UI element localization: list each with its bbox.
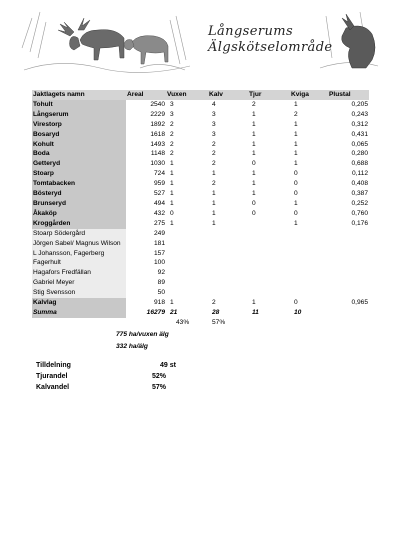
cell-areal: 494 (153, 199, 165, 207)
cell-tjur: 2 (252, 100, 256, 108)
cell-kalv: 1 (212, 209, 216, 217)
cell-vuxen: 1 (170, 190, 174, 198)
cell-areal: 527 (153, 190, 165, 198)
cell-kalv (208, 288, 248, 298)
cell-kviga: 0 (294, 190, 298, 198)
cell-vuxen: 2 (170, 130, 174, 138)
cell-name: Kohult (32, 140, 126, 150)
cell-kviga: 1 (294, 130, 298, 138)
cell-name: Summa (32, 308, 126, 318)
cell-kalv: 28 (212, 308, 220, 316)
col-header-kalv: Kalv (208, 90, 248, 100)
cell-vuxen: 1 (170, 160, 174, 168)
cell-plustal (328, 268, 369, 278)
cell-name: Stig Svensson (32, 288, 126, 298)
cell-plustal (328, 249, 369, 259)
cell-kalv: 3 (212, 110, 216, 118)
cell-kalv: 2 (212, 160, 216, 168)
banner-title-line2: Älgskötselområde (208, 40, 333, 55)
cell-tjur: 1 (252, 180, 256, 188)
banner-title-line1: Långserums (208, 24, 294, 39)
cell-areal: 959 (153, 180, 165, 188)
cell-areal: 918 (153, 299, 165, 307)
cell-areal: 50 (157, 289, 165, 297)
cell-plustal: 0,387 (351, 190, 368, 198)
cell-plustal: 0,176 (351, 219, 368, 227)
table-row (32, 100, 369, 110)
cell-name: Bösteryd (32, 189, 126, 199)
cell-areal: 1618 (150, 130, 165, 138)
cell-areal: 1493 (150, 140, 165, 148)
cell-name: Långserum (32, 110, 126, 120)
pct-vuxen: 43% (176, 319, 190, 326)
cell-areal: 1030 (150, 160, 165, 168)
cell-kviga (290, 278, 328, 288)
cell-tjur: 1 (252, 190, 256, 198)
table-row (32, 110, 369, 120)
cell-name: Hagafors Fredfällan (32, 268, 126, 278)
cell-plustal: 0,312 (351, 120, 368, 128)
cell-vuxen (166, 239, 208, 249)
cell-kalv (208, 239, 248, 249)
cell-plustal (328, 229, 369, 239)
cell-kviga (290, 288, 328, 298)
cell-name: Tomtabacken (32, 179, 126, 189)
cell-kviga (290, 239, 328, 249)
cell-vuxen (166, 288, 208, 298)
cell-kviga: 0 (294, 209, 298, 217)
cell-kviga: 1 (294, 140, 298, 148)
cell-vuxen (166, 258, 208, 268)
cell-tjur (248, 258, 290, 268)
jaktlag-table (32, 90, 369, 318)
tjurandel-label: Tjurandel (36, 373, 68, 380)
table-row (32, 298, 369, 308)
cell-kviga: 2 (294, 110, 298, 118)
cell-tjur (248, 278, 290, 288)
table-row (32, 169, 369, 179)
cell-tjur: 0 (252, 199, 256, 207)
table-row (32, 130, 369, 140)
cell-tjur (248, 229, 290, 239)
cell-kviga (290, 229, 328, 239)
cell-vuxen (166, 278, 208, 288)
cell-areal: 181 (153, 239, 165, 247)
cell-plustal (328, 239, 369, 249)
tjurandel-value: 52% (151, 373, 166, 380)
cell-plustal: 0,280 (351, 150, 368, 158)
cell-kalv (208, 278, 248, 288)
cell-tjur (248, 239, 290, 249)
table-row (32, 159, 369, 169)
cell-kviga: 1 (294, 100, 298, 108)
cell-vuxen: 1 (170, 299, 174, 307)
cell-kviga: 1 (294, 160, 298, 168)
cell-tjur: 1 (252, 110, 256, 118)
cell-areal: 100 (153, 259, 165, 267)
cell-kviga: 1 (294, 120, 298, 128)
cell-kalv: 1 (212, 199, 216, 207)
tilldelning-value: 49 st (160, 362, 176, 369)
cell-areal: 89 (157, 279, 165, 287)
cell-tjur (248, 219, 290, 229)
table-row (32, 288, 369, 298)
cell-plustal: 0,065 (351, 140, 368, 148)
cell-kalv: 1 (212, 190, 216, 198)
cell-tjur: 11 (252, 308, 259, 316)
cell-kalv: 3 (212, 130, 216, 138)
table-row (32, 209, 369, 219)
cell-kviga (290, 249, 328, 259)
cell-name: Tohult (32, 100, 126, 110)
cell-vuxen: 21 (170, 308, 178, 316)
col-header-plustal: Plustal (328, 90, 369, 100)
cell-tjur: 0 (252, 209, 256, 217)
table-row (32, 249, 369, 259)
cell-kviga (290, 258, 328, 268)
kalvandel-label: Kalvandel (36, 384, 70, 391)
cell-areal: 249 (153, 229, 165, 237)
cell-name: Åkaköp (32, 209, 126, 219)
cell-tjur (248, 268, 290, 278)
cell-plustal (328, 278, 369, 288)
cell-tjur: 1 (252, 120, 256, 128)
table-row (32, 199, 369, 209)
cell-vuxen: 1 (170, 180, 174, 188)
cell-kalv (208, 249, 248, 259)
cell-name: Stoarp (32, 169, 126, 179)
cell-tjur: 1 (252, 130, 256, 138)
cell-kalv: 2 (212, 140, 216, 148)
cell-tjur: 1 (252, 299, 256, 307)
cell-kviga: 1 (294, 219, 298, 227)
col-header-areal: Areal (126, 90, 166, 100)
cell-areal: 275 (153, 219, 165, 227)
table-header-row (32, 90, 369, 100)
table-row (32, 229, 369, 239)
kalvandel-value: 57% (151, 384, 166, 391)
cell-kalv: 2 (212, 299, 216, 307)
cell-name: Gabriel Meyer (32, 278, 126, 288)
cell-kviga: 0 (294, 170, 298, 178)
cell-vuxen (166, 268, 208, 278)
cell-kviga: 1 (294, 150, 298, 158)
cell-areal: 92 (157, 269, 165, 277)
cell-vuxen (166, 249, 208, 259)
cell-areal: 724 (153, 170, 165, 178)
cell-areal: 2540 (150, 100, 165, 108)
cell-kviga: 10 (294, 308, 302, 316)
cell-name: Boda (32, 149, 126, 159)
cell-plustal: 0,252 (351, 199, 368, 207)
ratio-ha-per-moose: 332 ha/älg (116, 343, 148, 350)
table-row (32, 219, 369, 229)
cell-plustal (328, 258, 369, 268)
col-header-name: Jaktlagets namn (32, 90, 126, 100)
cell-kalv: 1 (212, 170, 216, 178)
cell-vuxen: 0 (170, 209, 174, 217)
table-row (32, 239, 369, 249)
cell-plustal: 0,112 (351, 170, 368, 178)
cell-name: Stoarp Södergård (32, 229, 126, 239)
cell-plustal: 0,431 (351, 130, 368, 138)
cell-kviga: 1 (294, 199, 298, 207)
cell-tjur (248, 288, 290, 298)
cell-tjur: 0 (252, 160, 256, 168)
table-row (32, 189, 369, 199)
ratio-ha-per-adult: 775 ha/vuxen älg (116, 331, 169, 338)
table-row (32, 258, 369, 268)
cell-areal: 2229 (150, 110, 165, 118)
cell-kalv: 3 (212, 120, 216, 128)
cell-plustal: 0,760 (351, 209, 368, 217)
cell-areal: 157 (153, 249, 165, 257)
cell-kviga: 0 (294, 180, 298, 188)
table-row (32, 149, 369, 159)
table-row (32, 140, 369, 150)
cell-vuxen: 2 (170, 120, 174, 128)
cell-vuxen: 3 (170, 100, 174, 108)
cell-plustal: 0,408 (351, 180, 368, 188)
pct-kalv: 57% (212, 319, 226, 326)
table-row (32, 308, 369, 318)
cell-areal: 432 (153, 209, 165, 217)
cell-vuxen: 1 (170, 199, 174, 207)
cell-name: L Johansson, Fagerberg (32, 249, 126, 259)
cell-vuxen: 3 (170, 110, 174, 118)
table-row (32, 179, 369, 189)
cell-areal: 1148 (150, 150, 165, 158)
cell-vuxen: 2 (170, 140, 174, 148)
cell-kviga (290, 268, 328, 278)
cell-name: Brunseryd (32, 199, 126, 209)
cell-plustal: 0,205 (351, 100, 368, 108)
cell-tjur: 1 (252, 170, 256, 178)
cell-name: Kroggården (32, 219, 126, 229)
cell-tjur (248, 249, 290, 259)
col-header-vuxen: Vuxen (166, 90, 208, 100)
cell-kalv: 2 (212, 150, 216, 158)
cell-kalv (208, 229, 248, 239)
cell-plustal: 0,965 (351, 299, 368, 307)
col-header-kviga: Kviga (290, 90, 328, 100)
cell-kviga: 0 (294, 299, 298, 307)
cell-vuxen: 1 (170, 219, 174, 227)
cell-kalv (208, 258, 248, 268)
cell-kalv: 2 (212, 180, 216, 188)
cell-areal: 16279 (146, 308, 165, 316)
cell-areal: 1892 (150, 120, 165, 128)
table-row (32, 278, 369, 288)
cell-plustal (328, 308, 369, 318)
cell-name: Kalvlag (32, 298, 126, 308)
cell-kalv: 1 (212, 219, 216, 227)
cell-vuxen: 2 (170, 150, 174, 158)
cell-name: Getteryd (32, 159, 126, 169)
cell-vuxen: 1 (170, 170, 174, 178)
cell-tjur: 1 (252, 140, 256, 148)
cell-vuxen (166, 229, 208, 239)
tilldelning-label: Tilldelning (36, 362, 71, 369)
header-banner (20, 8, 380, 74)
cell-tjur: 1 (252, 150, 256, 158)
table-row (32, 120, 369, 130)
cell-plustal: 0,243 (351, 110, 368, 118)
cell-kalv (208, 268, 248, 278)
col-header-tjur: Tjur (248, 90, 290, 100)
cell-name: Fagerhult (32, 258, 126, 268)
cell-name: Jörgen Sabel/ Magnus Wilson (32, 239, 126, 249)
cell-name: Virestorp (32, 120, 126, 130)
table-row (32, 268, 369, 278)
cell-plustal (328, 288, 369, 298)
cell-name: Bosaryd (32, 130, 126, 140)
cell-kalv: 4 (212, 100, 216, 108)
cell-plustal: 0,688 (351, 160, 368, 168)
